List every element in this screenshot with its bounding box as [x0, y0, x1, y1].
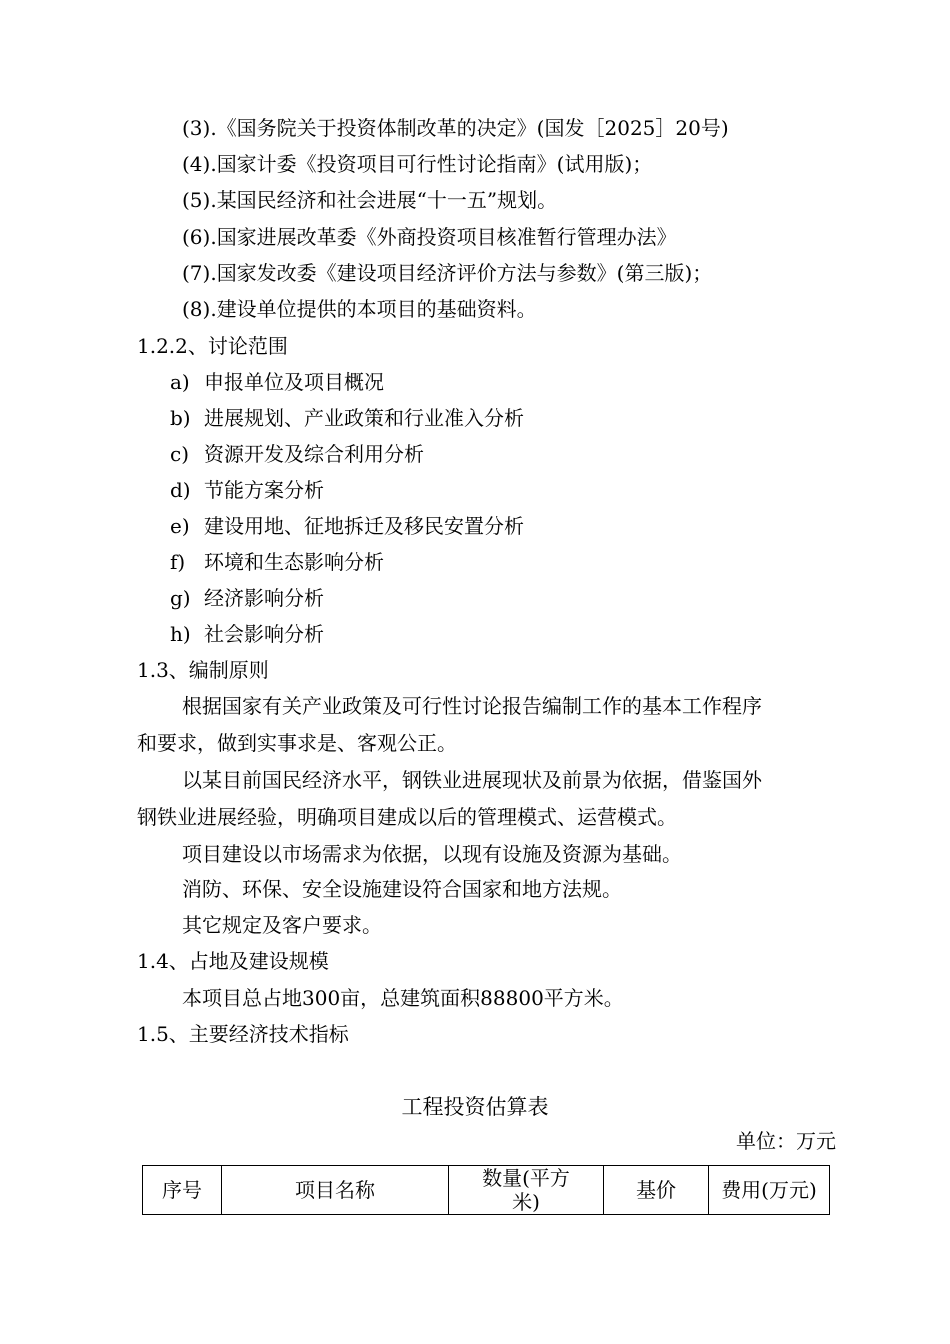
section-1-2-2-heading: 1.2.2、讨论范围	[137, 334, 288, 358]
scope-item-text: 进展规划、产业政策和行业准入分析	[204, 406, 524, 430]
column-header-no: 序号	[143, 1166, 222, 1215]
reference-7: (7).国家发改委《建设项目经济评价方法与参数》(第三版)；	[182, 261, 713, 285]
reference-5: (5).某国民经济和社会进展“十一五”规划。	[182, 188, 558, 212]
table-title: 工程投资估算表	[401, 1095, 549, 1119]
scope-item-text: 资源开发及综合利用分析	[204, 442, 424, 466]
column-header-quantity	[449, 1166, 604, 1215]
principle-paragraph-1-line-1: 根据国家有关产业政策及可行性讨论报告编制工作的基本工作程序	[182, 694, 762, 718]
scope-item-text: 环境和生态影响分析	[204, 550, 384, 574]
scope-item-mark: a)	[170, 370, 190, 394]
scope-item-d	[170, 477, 324, 503]
principle-paragraph-5: 其它规定及客户要求。	[182, 913, 382, 937]
scope-item-text: 建设用地、征地拆迁及移民安置分析	[204, 514, 524, 538]
principle-paragraph-2-line-2: 钢铁业进展经验，明确项目建成以后的管理模式、运营模式。	[137, 805, 677, 829]
scope-item-mark: e)	[170, 514, 190, 538]
scope-item-a	[170, 369, 384, 395]
scope-item-g	[170, 585, 324, 611]
section-1-3-heading: 1.3、编制原则	[137, 658, 269, 682]
column-header-cost: 费用(万元)	[709, 1166, 830, 1215]
reference-8: (8).建设单位提供的本项目的基础资料。	[182, 297, 537, 321]
reference-6: (6).国家进展改革委《外商投资项目核准暂行管理办法》	[182, 225, 677, 249]
reference-3: (3).《国务院关于投资体制改革的决定》(国发［2025］20号)	[182, 116, 729, 140]
scope-item-mark: b)	[170, 406, 191, 430]
scope-item-mark: h)	[170, 622, 191, 646]
scope-item-mark: f)	[170, 550, 186, 574]
scope-item-c	[170, 441, 424, 467]
scope-item-h	[170, 621, 324, 647]
scope-item-mark: g)	[170, 586, 191, 610]
principle-paragraph-2-line-1: 以某目前国民经济水平，钢铁业进展现状及前景为依据，借鉴国外	[182, 768, 762, 792]
principle-paragraph-1-line-2: 和要求，做到实事求是、客观公正。	[137, 731, 457, 755]
section-1-4-heading: 1.4、占地及建设规模	[137, 949, 329, 973]
section-1-5-heading: 1.5、主要经济技术指标	[137, 1022, 349, 1046]
scope-item-mark: d)	[170, 478, 191, 502]
scope-item-b	[170, 405, 524, 431]
scope-item-text: 节能方案分析	[204, 478, 324, 502]
scope-item-text: 申报单位及项目概况	[204, 370, 384, 394]
quantity-header-line-1: 数量(平方	[482, 1166, 570, 1190]
scope-item-text: 经济影响分析	[204, 586, 324, 610]
scope-item-e	[170, 513, 524, 539]
column-header-price: 基价	[604, 1166, 709, 1215]
reference-4: (4).国家计委《投资项目可行性讨论指南》(试用版)；	[182, 152, 653, 176]
quantity-header-line-2: 米)	[512, 1190, 540, 1214]
scope-item-text: 社会影响分析	[204, 622, 324, 646]
investment-estimate-table	[142, 1165, 830, 1215]
scope-item-f	[170, 549, 384, 575]
land-scale-text: 本项目总占地300亩，总建筑面积88800平方米。	[182, 986, 624, 1010]
table-header-row	[143, 1166, 830, 1215]
table-unit: 单位：万元	[736, 1129, 836, 1153]
scope-item-mark: c)	[170, 442, 190, 466]
principle-paragraph-4: 消防、环保、安全设施建设符合国家和地方法规。	[182, 877, 622, 901]
principle-paragraph-3: 项目建设以市场需求为依据，以现有设施及资源为基础。	[182, 842, 682, 866]
column-header-name: 项目名称	[222, 1166, 449, 1215]
